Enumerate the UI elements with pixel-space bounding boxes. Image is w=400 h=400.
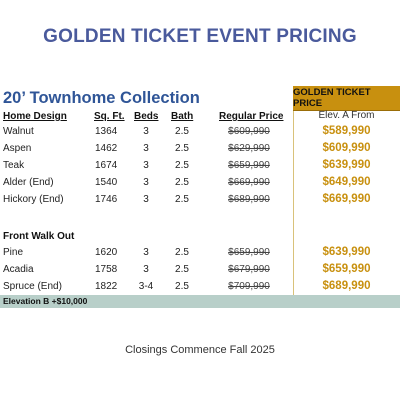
golden-ticket-price-header: GOLDEN TICKET PRICE [293, 86, 400, 111]
home-design-cell: Walnut [3, 126, 34, 137]
bath-cell: 2.5 [175, 281, 189, 292]
sqft-cell: 1462 [95, 143, 118, 154]
regular-price-cell: $709,990 [228, 281, 270, 292]
home-design-cell: Aspen [3, 143, 32, 154]
section-heading-front-walk-out: Front Walk Out [3, 231, 75, 242]
collection-heading: 20’ Townhome Collection [3, 89, 200, 107]
home-design-cell: Teak [3, 160, 25, 171]
beds-cell: 3 [143, 194, 149, 205]
golden-price-cell: $689,990 [322, 280, 371, 292]
bath-cell: 2.5 [175, 247, 189, 258]
home-design-cell: Acadia [3, 264, 34, 275]
beds-cell: 3 [143, 143, 149, 154]
column-header-beds: Beds [134, 111, 159, 122]
home-design-cell: Spruce (End) [3, 281, 62, 292]
golden-price-cell: $639,990 [322, 159, 371, 171]
regular-price-cell: $659,990 [228, 160, 270, 171]
beds-cell: 3 [143, 247, 149, 258]
beds-cell: 3-4 [138, 281, 154, 292]
table-row [0, 262, 400, 279]
table-row [0, 279, 400, 296]
regular-price-cell: $609,990 [228, 126, 270, 137]
table-row [0, 245, 400, 262]
table-row [0, 158, 400, 175]
regular-price-cell: $689,990 [228, 194, 270, 205]
bath-cell: 2.5 [175, 194, 189, 205]
bath-cell: 2.5 [175, 126, 189, 137]
beds-cell: 3 [143, 126, 149, 137]
sqft-cell: 1540 [95, 177, 118, 188]
golden-price-cell: $669,990 [322, 193, 371, 205]
home-design-cell: Alder (End) [3, 177, 54, 188]
golden-price-subheader: Elev. A From [318, 110, 375, 121]
elevation-note: Elevation B +$10,000 [3, 296, 88, 306]
column-header-design: Home Design [3, 111, 67, 122]
elevation-note-bar [0, 295, 400, 308]
bath-cell: 2.5 [175, 143, 189, 154]
golden-price-cell: $609,990 [322, 142, 371, 154]
golden-price-cell: $649,990 [322, 176, 371, 188]
bath-cell: 2.5 [175, 264, 189, 275]
beds-cell: 3 [143, 177, 149, 188]
table-row [0, 124, 400, 141]
beds-cell: 3 [143, 264, 149, 275]
golden-price-cell: $659,990 [322, 263, 371, 275]
regular-price-cell: $669,990 [228, 177, 270, 188]
regular-price-cell: $629,990 [228, 143, 270, 154]
golden-price-cell: $639,990 [322, 246, 371, 258]
table-row [0, 141, 400, 158]
page-title: GOLDEN TICKET EVENT PRICING [43, 26, 357, 47]
regular-price-cell: $659,990 [228, 247, 270, 258]
sqft-cell: 1822 [95, 281, 118, 292]
golden-price-cell: $589,990 [322, 125, 371, 137]
bath-cell: 2.5 [175, 177, 189, 188]
closings-footer: Closings Commence Fall 2025 [125, 344, 275, 356]
sqft-cell: 1758 [95, 264, 118, 275]
column-header-sqft: Sq. Ft. [94, 111, 125, 122]
sqft-cell: 1746 [95, 194, 118, 205]
beds-cell: 3 [143, 160, 149, 171]
table-row [0, 192, 400, 209]
sqft-cell: 1620 [95, 247, 118, 258]
regular-price-cell: $679,990 [228, 264, 270, 275]
home-design-cell: Pine [3, 247, 24, 258]
sqft-cell: 1364 [95, 126, 118, 137]
table-row [0, 175, 400, 192]
bath-cell: 2.5 [175, 160, 189, 171]
sqft-cell: 1674 [95, 160, 118, 171]
column-header-regular-price: Regular Price [219, 111, 284, 122]
column-header-bath: Bath [171, 111, 194, 122]
home-design-cell: Hickory (End) [3, 194, 64, 205]
